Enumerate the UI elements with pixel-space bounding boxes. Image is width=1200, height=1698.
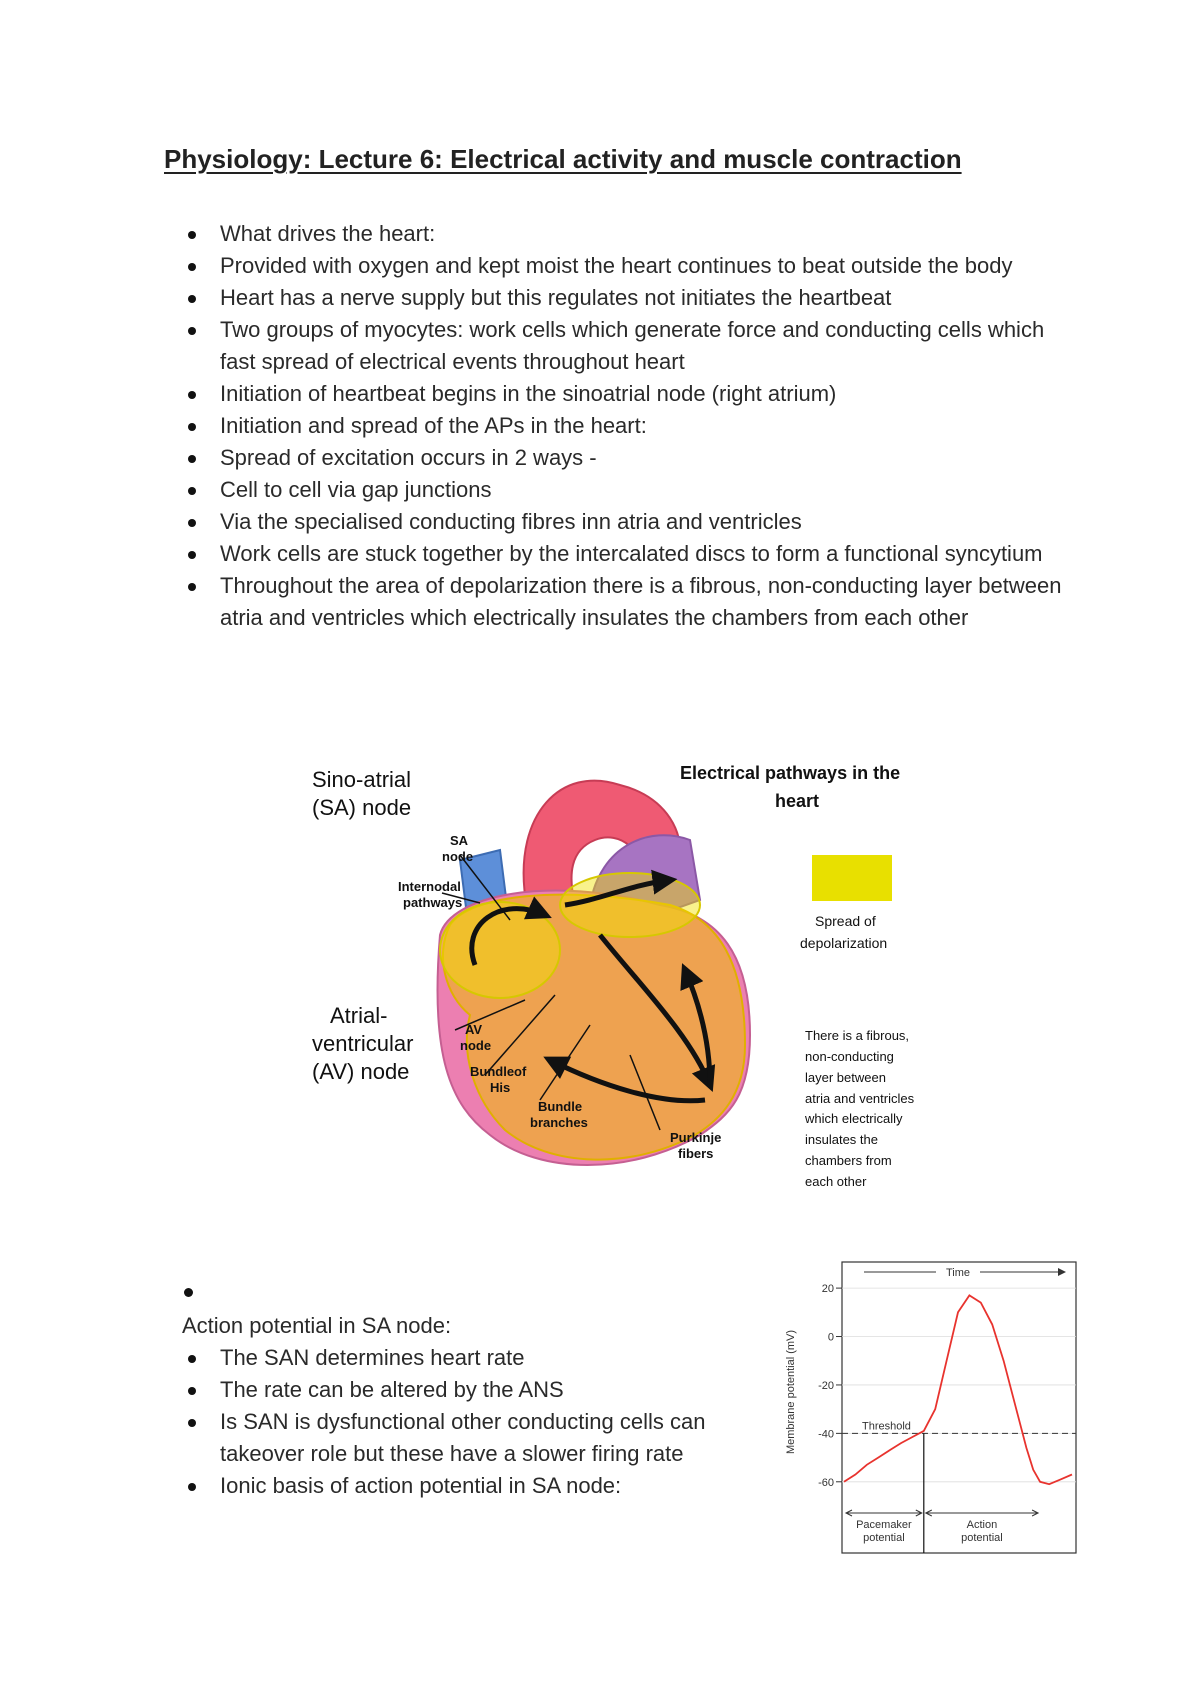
bundle-branches-label: Bundle bbox=[538, 1099, 583, 1114]
fibrous-layer-note: layer between bbox=[805, 1070, 886, 1085]
heart-figure-title: heart bbox=[775, 791, 820, 811]
list-item: Initiation and spread of the APs in the heart: bbox=[188, 410, 1068, 442]
list-item: Via the specialised conducting fibres inn atria and ventricles bbox=[188, 506, 1068, 538]
segment-label: Pacemaker bbox=[856, 1519, 912, 1531]
list-item: Initiation of heartbeat begins in the sinoatrial node (right atrium) bbox=[188, 378, 1068, 410]
list-item: Is SAN is dysfunctional other conducting cells can takeover role but these have a slower firing rate bbox=[188, 1406, 748, 1470]
intro-bullet-list bbox=[188, 218, 1068, 634]
sa-node-bullet-list bbox=[188, 1342, 748, 1502]
segment-label: potential bbox=[961, 1532, 1003, 1544]
time-arrow-head bbox=[1058, 1268, 1066, 1276]
list-item: Ionic basis of action potential in SA node: bbox=[188, 1470, 748, 1502]
page-title: Physiology: Lecture 6: Electrical activity and muscle contraction bbox=[164, 144, 962, 174]
internodal-label: pathways bbox=[403, 895, 463, 910]
depolarization-legend-label: Spread of bbox=[815, 913, 876, 929]
list-item: The SAN determines heart rate bbox=[188, 1342, 748, 1374]
av-node-label: AV bbox=[465, 1022, 483, 1037]
list-item: Cell to cell via gap junctions bbox=[188, 474, 1068, 506]
fibrous-layer-note: non-conducting bbox=[805, 1049, 894, 1064]
heart-figure-title: Electrical pathways in the bbox=[680, 763, 901, 783]
fibrous-layer-note: insulates the bbox=[805, 1132, 878, 1147]
av-node-title: ventricular bbox=[312, 1031, 414, 1056]
bundle-his-label: Bundleof bbox=[470, 1064, 527, 1079]
sa-node-title: (SA) node bbox=[312, 795, 412, 820]
fibrous-layer-note: chambers from bbox=[805, 1153, 892, 1168]
list-item: The rate can be altered by the ANS bbox=[188, 1374, 748, 1406]
action-potential-chart bbox=[780, 1260, 1080, 1555]
list-item: Work cells are stuck together by the intercalated discs to form a functional syncytium bbox=[188, 538, 1068, 570]
segment-label: potential bbox=[863, 1532, 905, 1544]
list-item: Provided with oxygen and kept moist the heart continues to beat outside the body bbox=[188, 250, 1068, 282]
av-node-title: (AV) node bbox=[312, 1059, 410, 1084]
fibrous-layer-note: atria and ventricles bbox=[805, 1091, 915, 1106]
list-item: Heart has a nerve supply but this regulates not initiates the heartbeat bbox=[188, 282, 1068, 314]
bundle-branches-label: branches bbox=[530, 1115, 588, 1130]
section-heading: Action potential in SA node: bbox=[182, 1313, 452, 1338]
y-axis-label: Membrane potential (mV) bbox=[785, 1329, 797, 1455]
depolarization-legend-label: depolarization bbox=[800, 935, 888, 951]
list-item: Throughout the area of depolarization there is a fibrous, non-conducting layer between atria and ventricles which electrically insulates the chambers from each other bbox=[188, 570, 1068, 634]
y-tick-label: -40 bbox=[818, 1428, 834, 1441]
empty-bullet bbox=[184, 1288, 193, 1297]
chart-frame bbox=[842, 1262, 1076, 1553]
av-node-label: node bbox=[460, 1038, 492, 1053]
purkinje-label: Purkinje bbox=[670, 1130, 722, 1145]
list-item: Spread of excitation occurs in 2 ways - bbox=[188, 442, 1068, 474]
sa-node-label: node bbox=[442, 849, 474, 864]
action-potential-chart-svg bbox=[780, 1260, 1080, 1555]
y-tick-label: -20 bbox=[818, 1379, 834, 1392]
segment-label: Action bbox=[966, 1519, 998, 1531]
depolarization-legend-swatch bbox=[812, 855, 892, 901]
av-node-title: Atrial- bbox=[330, 1003, 388, 1028]
left-atrium-highlight bbox=[560, 873, 700, 937]
fibrous-layer-note: each other bbox=[805, 1174, 867, 1189]
sa-node-title: Sino-atrial bbox=[312, 767, 412, 792]
internodal-label: Internodal bbox=[398, 879, 461, 894]
sa-node-label: SA bbox=[450, 833, 469, 848]
y-tick-label: -60 bbox=[818, 1476, 834, 1489]
bundle-his-label: His bbox=[490, 1080, 511, 1095]
list-item: What drives the heart: bbox=[188, 218, 1068, 250]
y-tick-label: 0 bbox=[827, 1331, 834, 1344]
time-label: Time bbox=[945, 1267, 971, 1279]
fibrous-layer-note: There is a fibrous, bbox=[805, 1028, 910, 1043]
threshold-label: Threshold bbox=[862, 1420, 911, 1433]
heart-diagram bbox=[300, 755, 980, 1255]
y-tick-label: 20 bbox=[821, 1283, 834, 1296]
heart-illustration bbox=[300, 755, 980, 1255]
list-item: Two groups of myocytes: work cells which generate force and conducting cells which fast spread of electrical events throughout heart bbox=[188, 314, 1068, 378]
action-potential-series-line bbox=[844, 1295, 1072, 1484]
purkinje-label: fibers bbox=[678, 1146, 714, 1161]
fibrous-layer-note: which electrically bbox=[805, 1111, 903, 1126]
